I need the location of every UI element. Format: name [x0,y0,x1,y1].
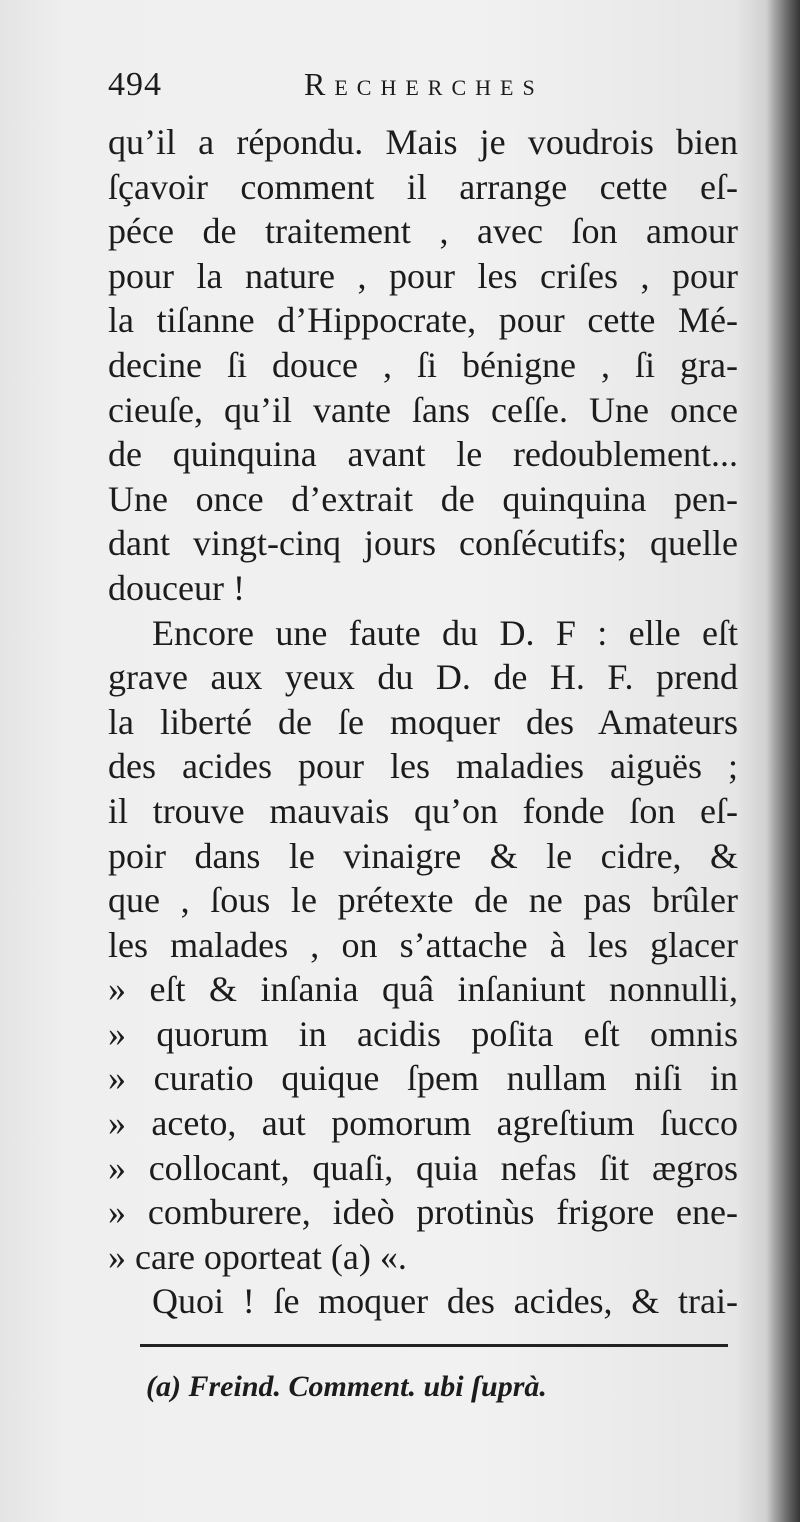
text-line: de quinquina avant le redoublement... [108,434,738,475]
text-line: ſçavoir comment il arrange cette eſ- [108,166,738,207]
body-text [108,120,738,1324]
text-line: dant vingt-cinq jours conſécutifs; quelle [108,523,738,564]
text-line: les malades , on s’attache à les glacer [108,924,738,965]
text-line: qu’il a répondu. Mais je voudrois bien [108,122,738,162]
text-line: il trouve mauvais qu’on fonde ſon eſ- [108,790,738,831]
text-line: péce de traitement , avec ſon amour [108,211,738,252]
quotation-line: » quorum in acidis poſita eſt omnis [108,1013,738,1054]
quotation-line: » eſt & inſania quâ inſaniunt nonnulli, [108,969,738,1010]
footnote: (a) Freind. Comment. ubi ſuprà. [146,1370,547,1403]
text-line: grave aux yeux du D. de H. F. prend [108,657,738,698]
page-spine-shadow [766,0,800,1522]
text-line: cieuſe, qu’il vante ſans ceſſe. Une once [108,389,738,430]
text-line: la tiſanne d’Hippocrate, pour cette Mé- [108,300,738,341]
quotation-line: » aceto, aut pomorum agreſtium ſucco [108,1103,738,1144]
text-line: Une once d’extrait de quinquina pen- [108,478,738,519]
text-line: decine ſi douce , ſi bénigne , ſi gra- [108,344,738,385]
text-line: des acides pour les maladies aiguës ; [108,746,738,787]
quotation-line: » curatio quique ſpem nullam niſi in [108,1058,738,1099]
text-line: pour la nature , pour les criſes , pour [108,255,738,296]
page-header [108,66,748,114]
page-number: 494 [108,66,162,103]
quotation-line: » collocant, quaſi, quia nefas ſit ægros [108,1147,738,1188]
quotation-line: » care oporteat (a) «. [108,1236,407,1277]
text-line: la liberté de ſe moquer des Amateurs [108,701,738,742]
text-line: douceur ! [108,567,245,608]
text-line: que , ſous le prétexte de ne pas brûler [108,880,738,921]
running-title: Recherches [304,66,544,102]
footnote-rule [140,1344,728,1347]
quotation-line: » comburere, ideò protinùs frigore ene- [108,1192,738,1233]
text-line: poir dans le vinaigre & le cidre, & [108,835,738,876]
paragraph-start-line: Encore une faute du D. F : elle eſt [152,612,738,653]
paragraph-start-line: Quoi ! ſe moquer des acides, & trai- [152,1281,738,1322]
